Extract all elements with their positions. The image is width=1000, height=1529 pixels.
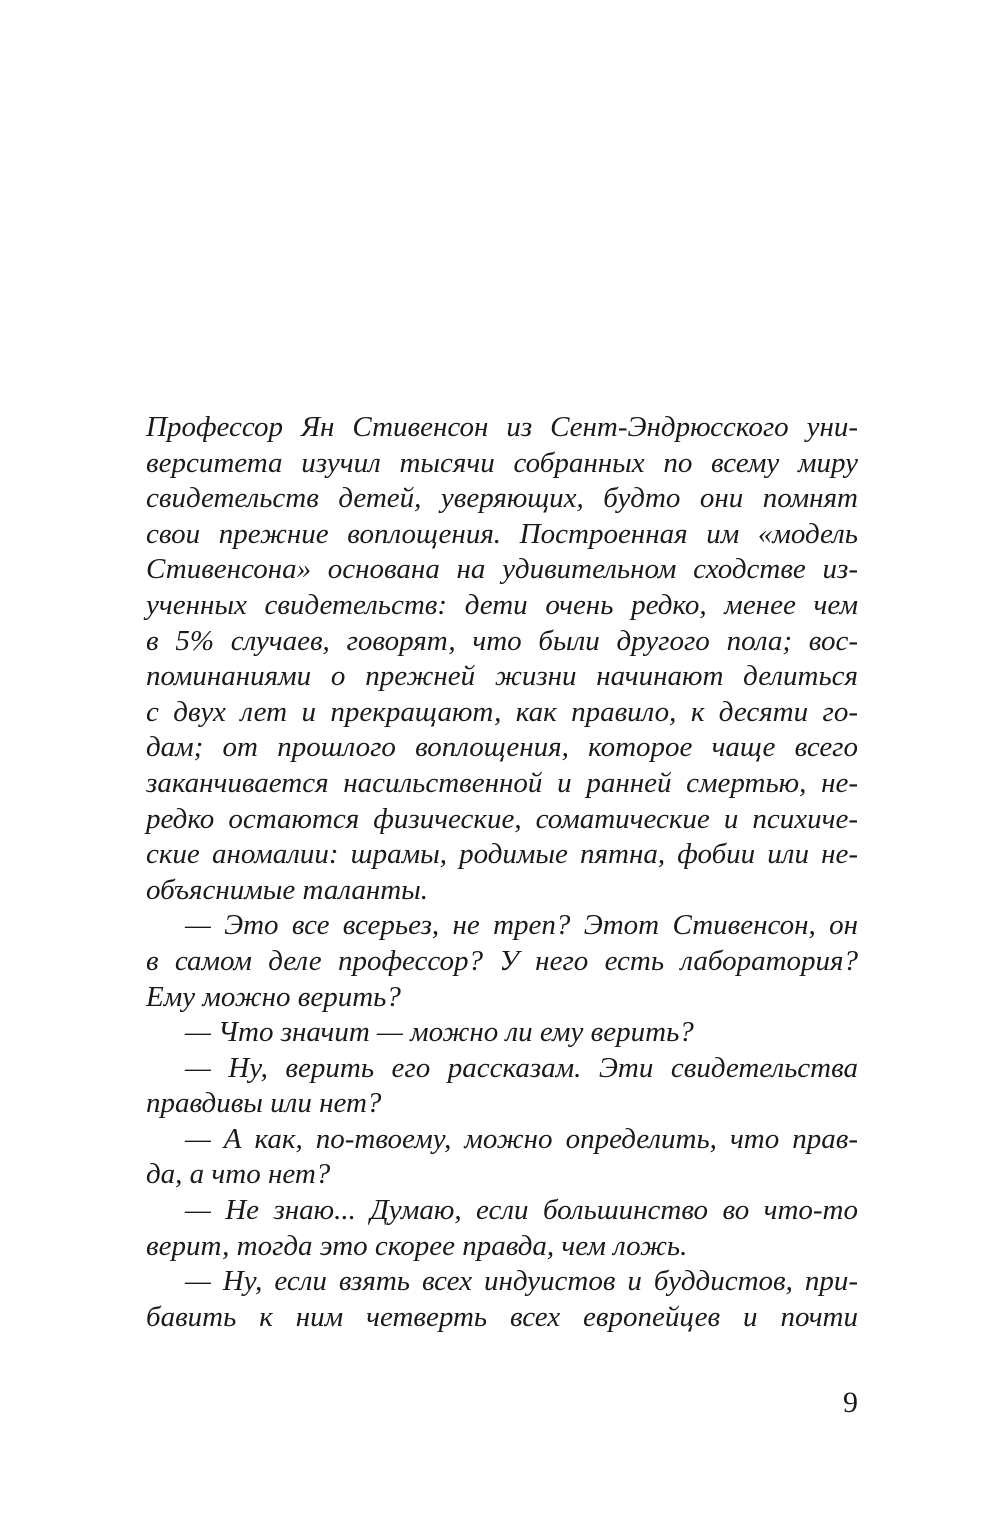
dialogue-line: — Это все всерьез, не треп? Этот Стивенсон, он [185,909,858,942]
text-line: верситета изучил тысячи собранных по всему миру [146,446,858,479]
text-line: бавить к ним четверть всех европейцев и почти [146,1300,858,1333]
text-line: свидетельств детей, уверяющих, будто они помнят [146,482,858,515]
text-line: верит, тогда это скорее правда, чем ложь. [146,1229,688,1262]
text-line: заканчивается насильственной и ранней смертью, не- [146,766,858,799]
page-number: 9 [843,1386,858,1419]
text-line: да, а что нет? [146,1158,331,1191]
dialogue-line: — Что значит — можно ли ему верить? [185,1016,694,1049]
body-text [146,410,858,1335]
text-line: Профессор Ян Стивенсон из Сент-Эндрюсского уни- [146,411,858,443]
dialogue-line: — Не знаю... Думаю, если большинство во что-то [185,1194,858,1227]
text-line: в 5% случаев, говорят, что были другого пола; вос- [146,624,858,657]
text-line: объяснимые таланты. [146,873,429,906]
text-line: ученных свидетельств: дети очень редко, менее чем [146,588,858,621]
text-line: с двух лет и прекращают, как правило, к десяти го- [146,695,858,728]
text-line: дам; от прошлого воплощения, которое чаще всего [146,731,858,764]
text-line: свои прежние воплощения. Построенная им «модель [146,517,858,550]
dialogue-line: — Ну, верить его рассказам. Эти свидетельства [185,1051,858,1084]
text-line: Стивенсона» основана на удивительном сходстве из- [146,553,858,586]
text-line: в самом деле профессор? У него есть лаборатория? [146,944,858,977]
text-line: поминаниями о прежней жизни начинают делиться [146,660,858,693]
dialogue-line: — А как, по-твоему, можно определить, что прав- [185,1122,858,1155]
dialogue-line: — Ну, если взять всех индуистов и буддистов, при- [185,1265,858,1298]
text-line: редко остаются физические, соматические и психиче- [146,802,858,835]
text-line: правдивы или нет? [146,1087,382,1120]
text-line: Ему можно верить? [146,980,401,1013]
text-line: ские аномалии: шрамы, родимые пятна, фобии или не- [146,838,858,871]
